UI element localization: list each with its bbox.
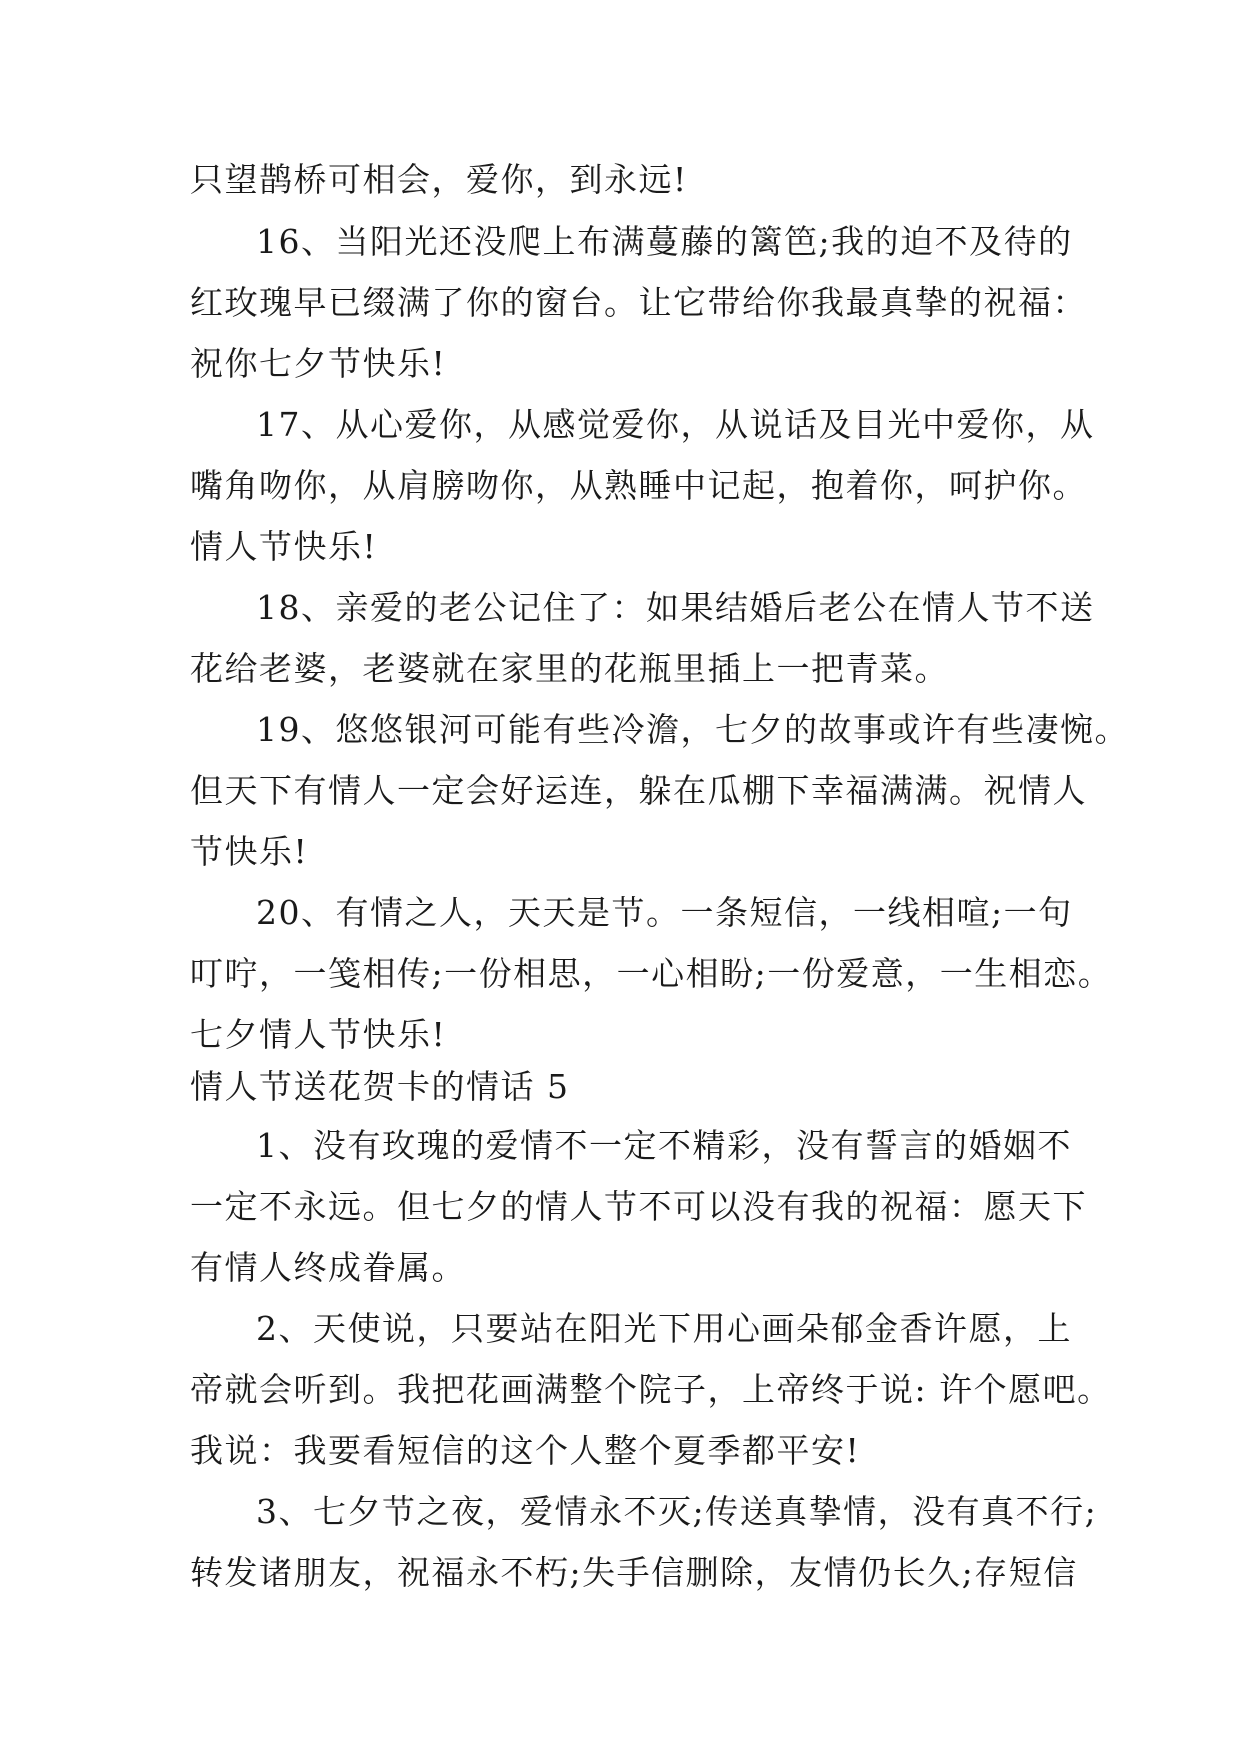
text-line: 嘴角吻你，从肩膀吻你，从熟睡中记起，抱着你，呵护你。 <box>190 466 1087 505</box>
text-line: 叮咛，一笺相传;一份相思，一心相盼;一份爱意，一生相恋。 <box>190 954 1113 993</box>
text-line: 一定不永远。但七夕的情人节不可以没有我的祝福：愿天下 <box>190 1187 1087 1226</box>
text-line: 祝你七夕节快乐! <box>190 344 447 383</box>
paragraph-first-line: 1、没有玫瑰的爱情不一定不精彩，没有誓言的婚姻不 <box>256 1126 1072 1165</box>
text-line: 我说：我要看短信的这个人整个夏季都平安! <box>190 1431 861 1470</box>
paragraph-first-line: 16、当阳光还没爬上布满蔓藤的篱笆;我的迫不及待的 <box>256 222 1073 261</box>
text-line: 七夕情人节快乐! <box>190 1015 447 1054</box>
text-line: 节快乐! <box>190 832 309 871</box>
text-line: 情人节快乐! <box>190 527 378 566</box>
text-line: 但天下有情人一定会好运连，躲在瓜棚下幸福满满。祝情人 <box>190 771 1087 810</box>
text-line: 有情人终成眷属。 <box>190 1248 466 1287</box>
paragraph-first-line: 19、悠悠银河可能有些冷澹，七夕的故事或许有些凄惋。 <box>256 710 1129 749</box>
section-heading: 情人节送花贺卡的情话 5 <box>190 1067 570 1106</box>
paragraph-first-line: 17、从心爱你，从感觉爱你，从说话及目光中爱你，从 <box>256 405 1095 444</box>
paragraph-first-line: 18、亲爱的老公记住了：如果结婚后老公在情人节不送 <box>256 588 1095 627</box>
paragraph-first-line: 3、七夕节之夜，爱情永不灭;传送真挚情，没有真不行; <box>256 1492 1098 1531</box>
text-line: 红玫瑰早已缀满了你的窗台。让它带给你我最真挚的祝福： <box>190 283 1087 322</box>
text-line: 只望鹊桥可相会，爱你，到永远! <box>190 160 688 199</box>
paragraph-first-line: 2、天使说，只要站在阳光下用心画朵郁金香许愿，上 <box>256 1309 1072 1348</box>
text-line: 帝就会听到。我把花画满整个院子，上帝终于说: 许个愿吧。 <box>190 1370 1112 1409</box>
text-line: 转发诸朋友，祝福永不朽;失手信删除，友情仍长久;存短信 <box>190 1553 1078 1592</box>
paragraph-first-line: 20、有情之人，天天是节。一条短信，一线相喧;一句 <box>256 893 1073 932</box>
text-line: 花给老婆，老婆就在家里的花瓶里插上一把青菜。 <box>190 649 949 688</box>
